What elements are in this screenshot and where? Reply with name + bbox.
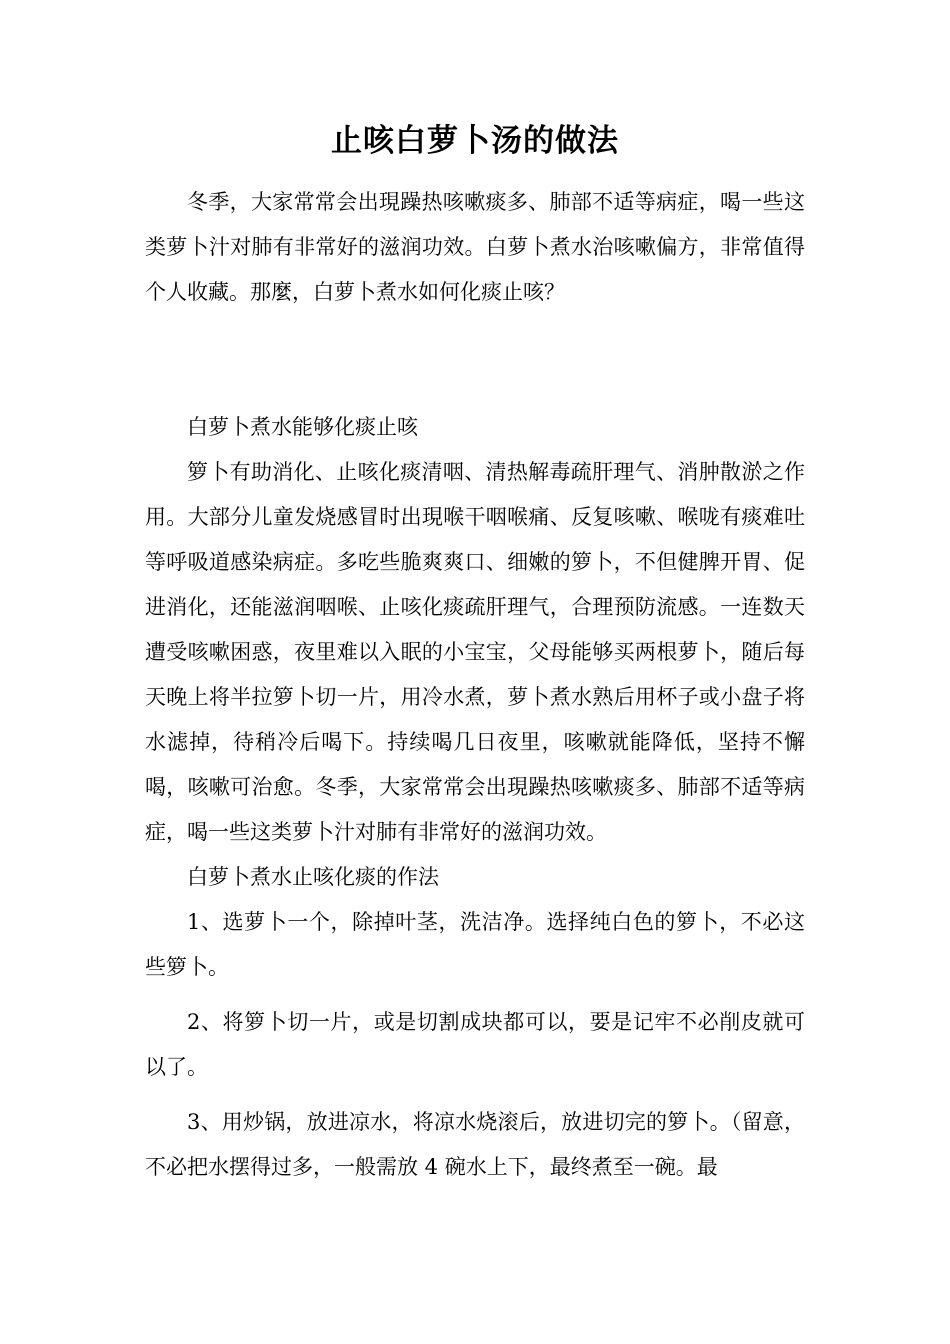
- document-body: [145, 180, 805, 1190]
- section-heading-1: 白萝卜煮水能够化痰止咳: [187, 415, 418, 439]
- document-title: 止咳白萝卜汤的做法: [331, 123, 619, 159]
- paragraph-gap: [145, 315, 805, 405]
- paragraph-gap: [145, 990, 805, 1000]
- step-1: 1、选萝卜一个，除掉叶茎，洗洁净。选择纯白色的箩卜，不必这些箩卜。: [145, 910, 805, 979]
- paragraph-gap: [145, 1090, 805, 1100]
- section-body-1: 箩卜有助消化、止咳化痰清咽、清热解毒疏肝理气、消肿散淤之作用。大部分儿童发烧感冒时出現喉干咽喉痛、反复咳嗽、喉咙有痰难吐等呼吸道感染病症。多吃些脆爽爽口、细嫩的箩卜，不但健脾开胃、促进消化，还能滋润咽喉、止咳化痰疏肝理气，合理预防流感。一连数天遭受咳嗽困惑，夜里难以入眠的小宝宝，父母能够买两根萝卜，随后每天晚上将半拉箩卜切一片，用冷水煮，萝卜煮水熟后用杯子或小盘子将水滤掉，待稍冷后喝下。持续喝几日夜里，咳嗽就能降低，坚持不懈喝，咳嗽可治愈。冬季，大家常常会出現躁热咳嗽痰多、肺部不适等病症，喝一些这类萝卜汁对肺有非常好的滋润功效。: [145, 460, 805, 844]
- intro-paragraph: 冬季，大家常常会出現躁热咳嗽痰多、肺部不适等病症，喝一些这类萝卜汁对肺有非常好的滋润功效。白萝卜煮水治咳嗽偏方，非常值得个人收藏。那麼，白萝卜煮水如何化痰止咳？: [145, 190, 805, 304]
- step-3: 3、用炒锅，放进凉水，将凉水烧滚后，放进切完的箩卜。（留意，不必把水摆得过多，一般需放 4 碗水上下，最终煮至一碗。最: [145, 1110, 805, 1179]
- section-heading-2: 白萝卜煮水止咳化痰的作法: [187, 865, 439, 889]
- step-2: 2、将箩卜切一片，或是切割成块都可以，要是记牢不必削皮就可以了。: [145, 1010, 805, 1079]
